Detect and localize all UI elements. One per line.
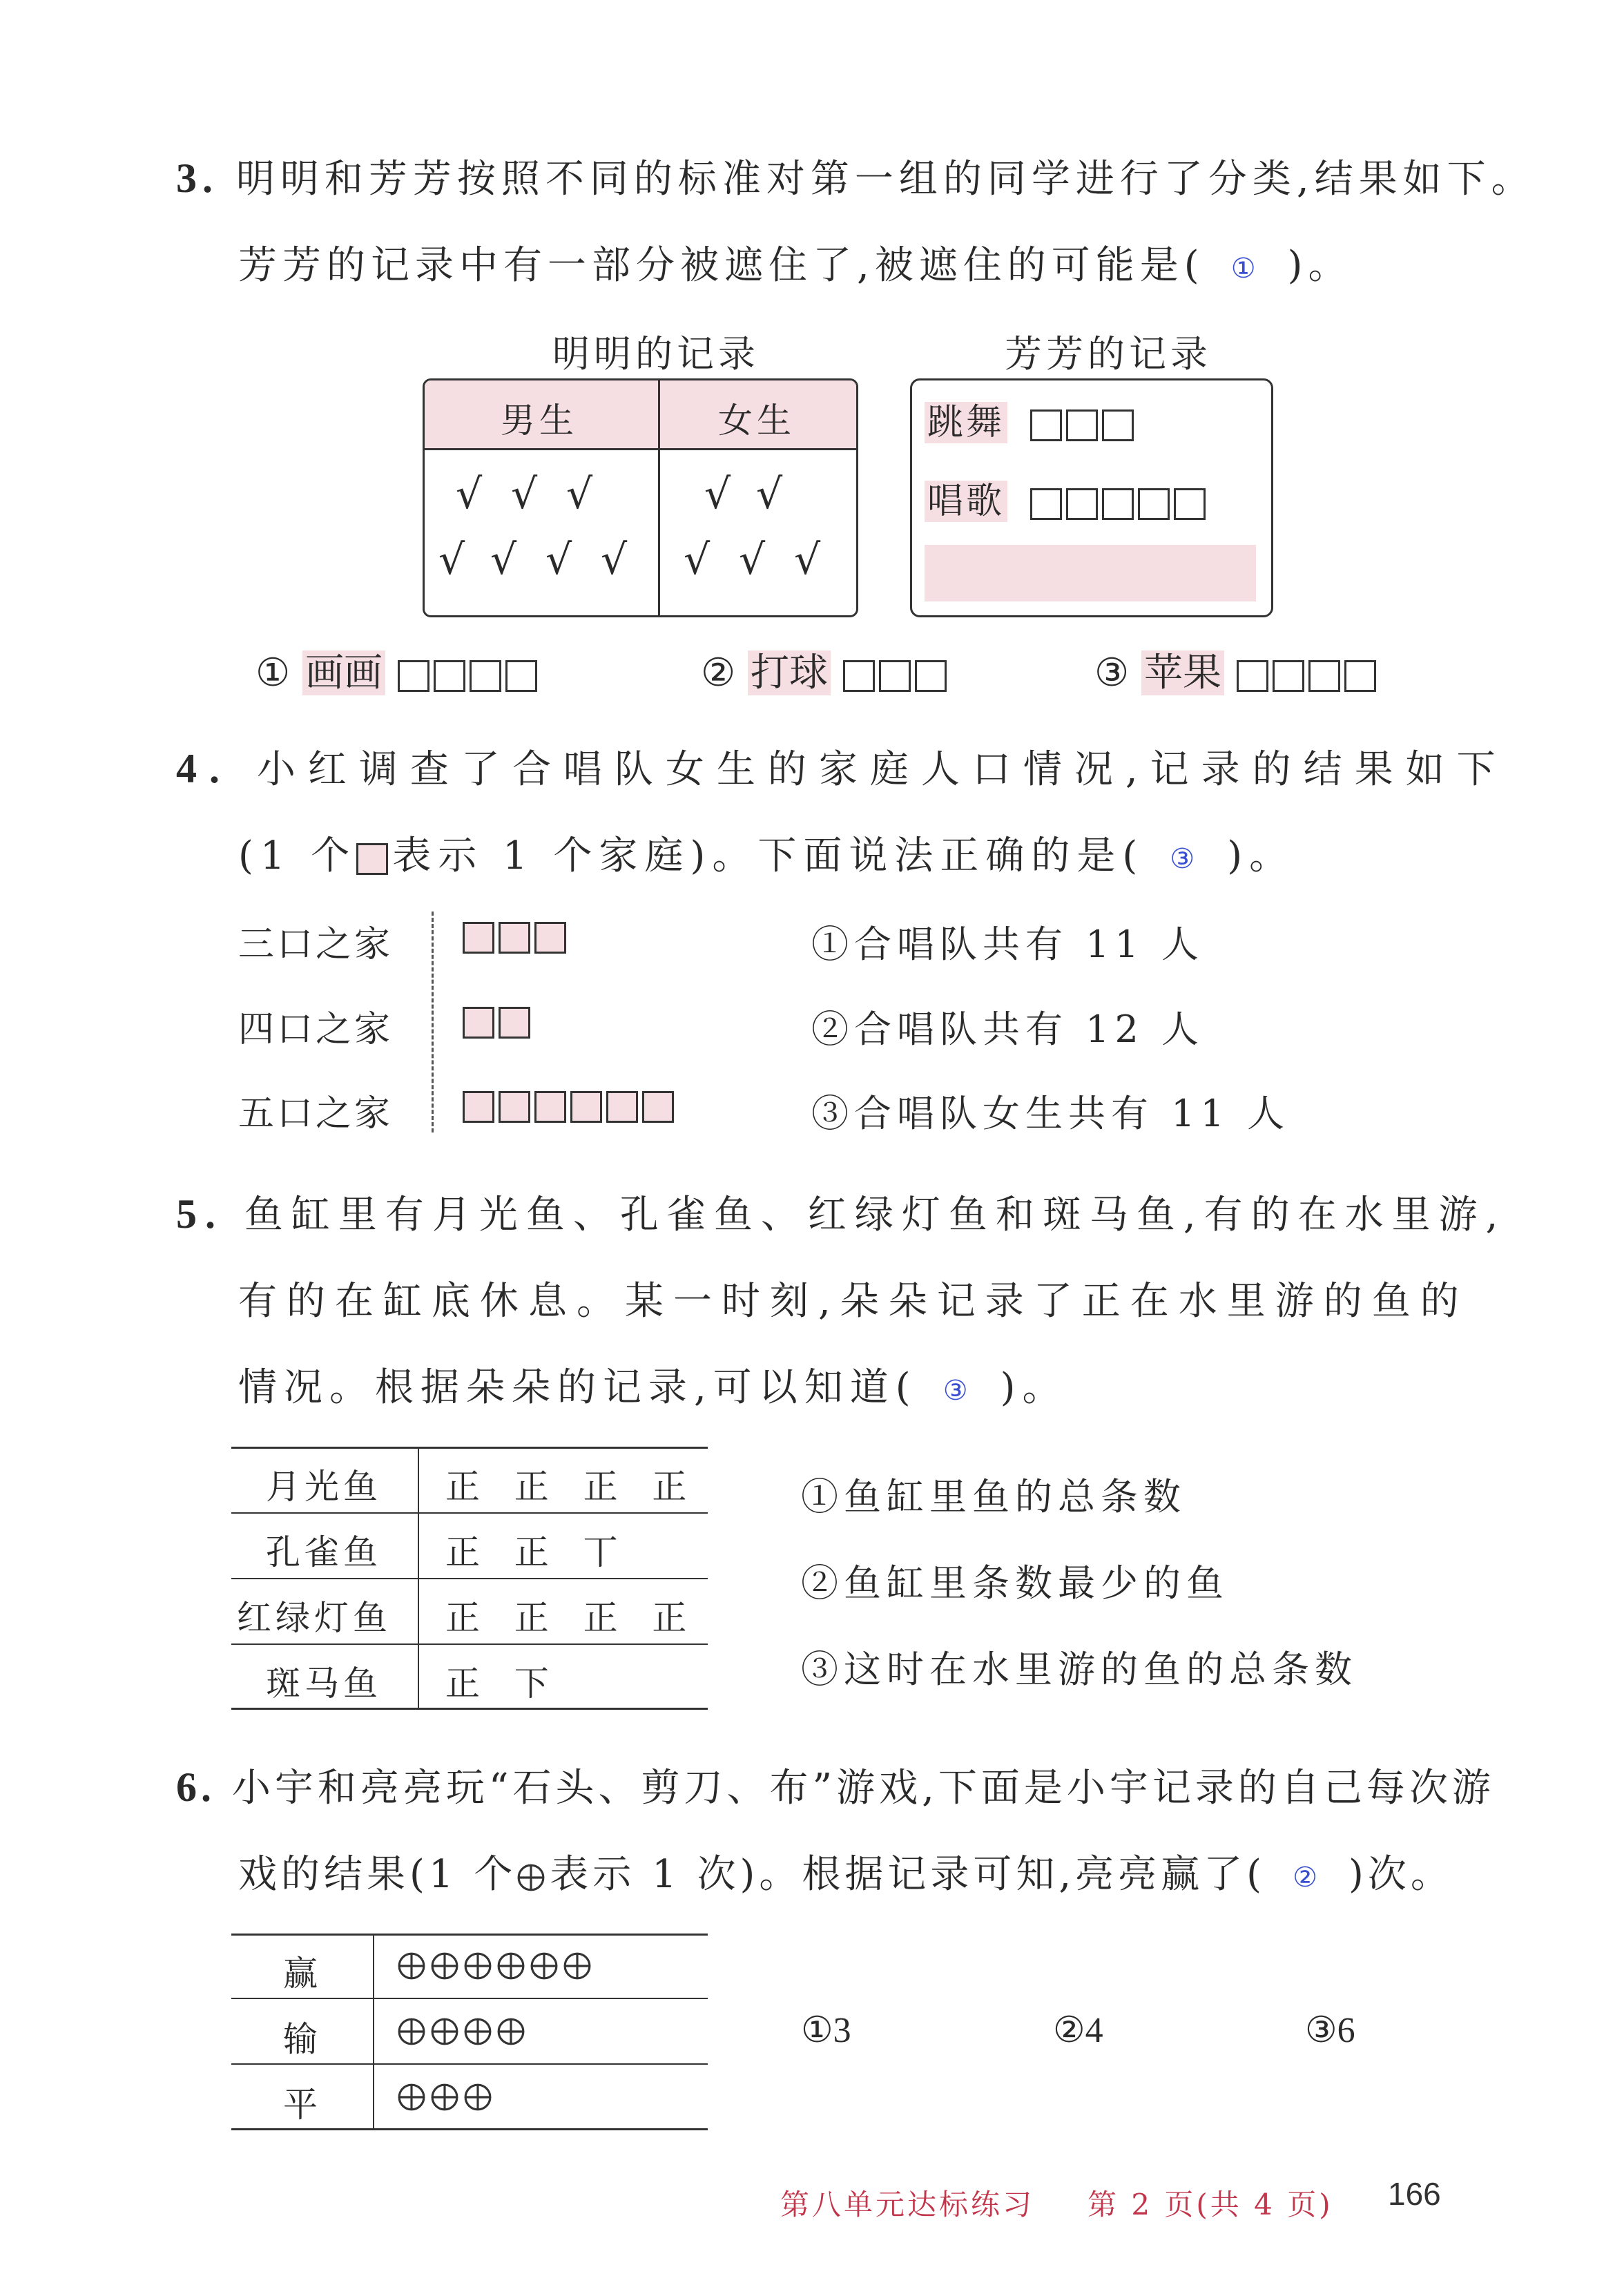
q6-answer: ② [1293, 1861, 1322, 1893]
q4-text2a: (1 个 [238, 833, 357, 878]
q5-tally-2: 正 正 丅 [445, 1532, 622, 1572]
q6-row-label-3: 平 [283, 2085, 322, 2125]
q5-answer: ③ [942, 1374, 975, 1407]
q5-fish-3: 红绿灯鱼 [237, 1598, 392, 1638]
q5-line2: 有的在缸底休息。某一时刻,朵朵记录了正在水里游的鱼的 [238, 1279, 1469, 1324]
q5-option-3: ③这时在水里游的鱼的总条数 [801, 1648, 1357, 1691]
q6-text2a: 戏的结果(1 个 [238, 1852, 517, 1897]
square [1066, 488, 1098, 520]
boys-header: 男生 [501, 401, 578, 441]
q6-paren-close: )次。 [1348, 1852, 1453, 1897]
square [843, 660, 875, 692]
q3-option-2 [701, 642, 951, 697]
circled-plus-icon [496, 1951, 525, 1980]
q6-text2b: 表示 1 次)。根据记录可知,亮亮赢了( [550, 1852, 1266, 1897]
square [1237, 660, 1268, 692]
q4-option-1: ①合唱队共有 11 人 [811, 923, 1205, 966]
tick-mark: √ [545, 536, 572, 584]
tick-mark: √ [566, 470, 593, 519]
q5-tally-4: 正 下 [445, 1664, 553, 1704]
q3-option-1-num: ① [255, 650, 291, 695]
q3-line1 [176, 148, 1536, 204]
q6-record-table [231, 1934, 708, 2130]
circled-plus-icon [516, 1863, 545, 1892]
q4-answer: ③ [1170, 842, 1202, 875]
q6-row-circles-1 [397, 1951, 596, 1980]
square [463, 1007, 494, 1039]
q4-dashed-axis [432, 912, 434, 1132]
circled-plus-icon [530, 1951, 559, 1980]
square [642, 1091, 674, 1123]
q3-text1: 明明和芳芳按照不同的标准对第一组的同学进行了分类,结果如下。 [235, 157, 1536, 202]
q5-tally-1: 正 正 正 正 [445, 1467, 691, 1507]
sing-label: 唱歌 [925, 481, 1007, 522]
q5-option-1: ①鱼缸里鱼的总条数 [801, 1475, 1186, 1518]
square [1174, 488, 1206, 520]
square [499, 922, 530, 954]
q3-option-3 [1094, 642, 1380, 697]
circled-plus-icon [463, 1951, 492, 1980]
q5-number: 5. [176, 1191, 224, 1237]
square [606, 1091, 638, 1123]
q4-paren-close: )。 [1227, 833, 1295, 878]
square-icon [356, 843, 388, 875]
tick-mark: √ [601, 536, 628, 584]
circled-plus-icon [430, 2017, 459, 2046]
dance-row [925, 393, 1138, 445]
q6-row-label-1: 赢 [283, 1954, 322, 1994]
square [398, 660, 429, 692]
square [534, 922, 566, 954]
square [463, 922, 494, 954]
q6-option-2: ②4 [1053, 2011, 1103, 2050]
sing-squares [1030, 481, 1210, 522]
page-number: 166 [1388, 2176, 1441, 2212]
q4-line1 [176, 739, 1508, 794]
q3-number: 3. [176, 155, 218, 201]
q4-line2 [238, 825, 1295, 880]
q3-paren-close: )。 [1287, 243, 1353, 288]
q6-option-3: ③6 [1305, 2011, 1355, 2050]
square [1102, 488, 1134, 520]
tick-mark: √ [704, 470, 731, 519]
fangfang-table [910, 378, 1273, 617]
q6-row-label-2: 输 [283, 2019, 322, 2059]
circled-plus-icon [397, 2083, 426, 2112]
q4-text2b: 表示 1 个家庭)。下面说法正确的是( [392, 833, 1145, 878]
q4-row-label-3: 五口之家 [238, 1093, 394, 1135]
hidden-row [925, 545, 1256, 601]
q4-number: 4. [176, 746, 232, 791]
sing-row [925, 472, 1210, 523]
q4-row-label-1: 三口之家 [238, 924, 394, 965]
q3-option-1 [255, 642, 541, 697]
square [1066, 409, 1098, 441]
q3-answer: ① [1230, 252, 1262, 285]
square [570, 1091, 602, 1123]
q5-line3 [238, 1357, 1068, 1412]
square [1308, 660, 1340, 692]
q6-line2 [238, 1844, 1453, 1899]
q3-option-2-label: 打球 [748, 650, 831, 695]
q5-fish-2: 孔雀鱼 [266, 1532, 382, 1572]
square [463, 1091, 494, 1123]
tick-mark: √ [511, 470, 538, 519]
mingming-table [423, 378, 858, 617]
q4-row-squares-3 [463, 1091, 678, 1123]
q6-option-1: ①3 [801, 2011, 851, 2050]
q4-row-squares-1 [463, 922, 570, 954]
dance-label: 跳舞 [925, 402, 1007, 443]
square [499, 1007, 530, 1039]
girls-header: 女生 [718, 401, 795, 441]
square [1030, 488, 1062, 520]
square [915, 660, 947, 692]
tick-mark: √ [756, 470, 783, 519]
square [1102, 409, 1134, 441]
q3-option-3-num: ③ [1094, 650, 1130, 695]
square [1273, 660, 1304, 692]
q5-fish-4: 斑马鱼 [266, 1664, 382, 1704]
circled-plus-icon [430, 1951, 459, 1980]
circled-plus-icon [463, 2083, 492, 2112]
q6-number: 6. [176, 1764, 215, 1810]
square [879, 660, 911, 692]
circled-plus-icon [397, 2017, 426, 2046]
tick-mark: √ [794, 536, 821, 584]
tick-mark: √ [739, 536, 766, 584]
circled-plus-icon [496, 2017, 525, 2046]
tick-mark: √ [438, 536, 465, 584]
footer-page-info: 第 2 页(共 4 页) [1088, 2188, 1333, 2221]
q6-line1 [176, 1757, 1495, 1813]
circled-plus-icon [463, 2017, 492, 2046]
q4-row-label-2: 四口之家 [238, 1009, 394, 1050]
q4-option-2: ②合唱队共有 12 人 [811, 1007, 1205, 1051]
q5-text3: 情况。根据朵朵的记录,可以知道( [238, 1365, 918, 1410]
circled-plus-icon [397, 1951, 426, 1980]
square [505, 660, 537, 692]
q5-line1 [176, 1184, 1506, 1240]
fangfang-title: 芳芳的记录 [1005, 332, 1212, 376]
q4-option-3: ③合唱队女生共有 11 人 [811, 1092, 1290, 1135]
circled-plus-icon [563, 1951, 592, 1980]
q5-paren-close: )。 [1000, 1365, 1068, 1410]
tick-mark: √ [456, 470, 483, 519]
q6-row-circles-3 [397, 2083, 496, 2112]
q5-fish-1: 月光鱼 [266, 1467, 382, 1507]
q3-text2: 芳芳的记录中有一部分被遮住了,被遮住的可能是( [238, 243, 1205, 288]
tick-mark: √ [490, 536, 517, 584]
q5-option-2: ②鱼缸里条数最少的鱼 [801, 1561, 1229, 1605]
q5-tally-3: 正 正 正 正 [445, 1598, 691, 1638]
square [1138, 488, 1170, 520]
tick-mark: √ [684, 536, 710, 584]
circled-plus-icon [430, 2083, 459, 2112]
square [470, 660, 501, 692]
q4-text1: 小红调查了合唱队女生的家庭人口情况,记录的结果如下 [256, 747, 1508, 792]
q6-text1: 小宇和亮亮玩“石头、剪刀、布”游戏,下面是小宇记录的自己每次游 [231, 1766, 1495, 1811]
q3-line2 [238, 235, 1353, 290]
square [534, 1091, 566, 1123]
square [499, 1091, 530, 1123]
square [434, 660, 465, 692]
dance-squares [1030, 402, 1138, 443]
footer-unit: 第八单元达标练习 [780, 2188, 1035, 2221]
q4-row-squares-2 [463, 1007, 534, 1039]
q6-row-circles-2 [397, 2017, 530, 2046]
q3-option-1-label: 画画 [302, 650, 385, 695]
q3-option-2-num: ② [701, 650, 736, 695]
q3-option-3-label: 苹果 [1141, 650, 1224, 695]
mingming-divider [658, 380, 660, 615]
mingming-title: 明明的记录 [552, 332, 760, 376]
square [1030, 409, 1062, 441]
square [1344, 660, 1376, 692]
q5-text1: 鱼缸里有月光鱼、孔雀鱼、红绿灯鱼和斑马鱼,有的在水里游, [244, 1193, 1507, 1237]
q5-tally-table [231, 1447, 708, 1709]
